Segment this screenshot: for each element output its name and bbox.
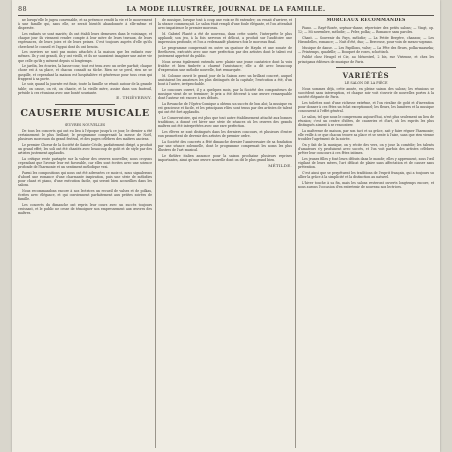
section-heading: VARIÉTÉS: [342, 70, 390, 80]
paragraph: Le jardin, les écuries, la basse-cour, tout est tenu avec un ordre parfait; chaque chose est à sa place, et chacun connaît sa tâche. Rien ne se perd, rien ne se gaspille, et cependant la maison est hospitalière et généreuse pour tous ceux qui frappent à sa porte.: [18, 64, 152, 81]
paragraph: La maîtresse de maison, par son tact et sa grâce, sait y faire régner l'harmonie; elle veille à ce que chacun trouve sa place et se sente à l'aise, sans que rien vienne troubler l'agrément de la soirée.: [298, 129, 434, 142]
section-subheading: ŒUVRES NOUVELLES: [64, 122, 106, 127]
magazine-page: [12, 0, 440, 452]
paragraph: Le théâtre italien annonce pour la saison prochaine plusieurs reprises importantes, ainsi qu'une œuvre nouvelle dont on dit le plus grand bien.: [158, 153, 292, 162]
paragraph: Le soir, quand la journée est finie, toute la famille se réunit autour de la grande table; on cause, on rit, on chante, et la vieille mère, assise dans son fauteuil, préside à ces réunions avec une bonté souriante.: [18, 82, 152, 95]
paragraph: On y fait de la musique, on y récite des vers, on y joue la comédie; les talents d'amateurs s'y produisent avec succès, et l'on voit parfois des artistes célèbres prêter leur concours à ces fêtes intimes.: [298, 143, 434, 156]
section-subheading: LE SALON DE LA PIÈCE: [344, 80, 388, 85]
paragraph: Le salon, tel que nous le comprenons aujourd'hui, n'est plus seulement un lieu de réunion; c'est un centre d'idées, de causeries et d'art, où les esprits les plus distingués aiment à se rencontrer.: [298, 115, 434, 128]
section-heading: MORCEAUX RECOMMANDÉS: [326, 18, 406, 23]
paragraph: L'hiver touche à sa fin, mais les salons resteront ouverts longtemps encore, et nous aurons l'occasion d'en entretenir de nouveau nos lectrices.: [298, 180, 434, 189]
paragraph: Les jeunes filles y font leurs débuts dans le monde; elles y apprennent, sous l'œil vigilant de leurs mères, l'art délicat de plaire sans affectation et de causer sans prétention.: [298, 157, 434, 170]
paragraph: Publié chez Heugel et Cie, au Ménestrel, 2 bis, rue Vivienne, et chez les principaux éditeurs de musique de Paris.: [298, 55, 434, 64]
paragraph: Le programme comprenait en outre un quatuor de Haydn et une sonate de Beethoven, exécutés avec une rare perfection par des artistes dont le talent est justement apprécié du public.: [158, 46, 292, 59]
section-rule: [55, 104, 115, 105]
paragraph: De tous les concerts qui ont eu lieu à l'époque jusqu'à ce jour, le dernier a été certainement le plus brillant; le programme comprenait la messe de Noël, plusieurs morceaux du grand festival, et des pages célèbres des maîtres anciens.: [18, 128, 152, 142]
running-title: LA MODE ILLUSTRÉE, JOURNAL DE LA FAMILLE.: [126, 5, 326, 13]
column-divider: [155, 18, 156, 448]
paragraph: Les ouvriers ne sont pas moins attachés à la maison que les enfants eux-mêmes. Ils y ont grandi, ils y ont vieilli, et ils ne sauraient imaginer une autre vie que celle qu'ils y mènent depuis si longtemps.: [18, 50, 152, 63]
column-divider: [295, 18, 296, 448]
paragraph: Le concours ouvert, il y a quelques mois, par la Société des compositeurs de musique vient de se terminer; le prix a été décerné à une œuvre remarquable dont l'auteur est encore à ses débuts.: [158, 88, 292, 101]
page-header: [18, 3, 434, 15]
paragraph: La Société des concerts a fêté dimanche dernier l'anniversaire de sa fondation par une séance solennelle, dont le programme comprenait les noms les plus illustres de l'art musical.: [158, 139, 292, 153]
paragraph: ne lorsqu'elle le jugea convenable, et sa présence rendit la vie et le mouvement à une famille qui, sans elle, se serait bientôt abandonnée à elle-même et dispersée.: [18, 18, 152, 31]
header-rule: [18, 15, 434, 16]
section-rule: [336, 67, 396, 68]
paragraph: Les concerts du dimanche ont repris leur cours avec un succès toujours croissant, et le public ne cesse de témoigner son empressement aux œuvres des maîtres.: [18, 203, 152, 216]
paragraph: Nous avons également entendu avec plaisir une jeune cantatrice dont la voix fraîche et bien timbrée a charmé l'assistance; elle a dit avec beaucoup d'expression une mélodie nouvelle, fort remarquée.: [158, 60, 292, 73]
paragraph: Le Conservatoire, qui est plus que tout autre établissement attaché aux bonnes traditions, a donné cet hiver une série de séances où les œuvres des grands maîtres ont été interprétées avec une rare perfection.: [158, 116, 292, 129]
paragraph: de musique, lorsque tout à coup une voix se fit entendre; on venait d'arriver, et la séance commençait. Le salon était rempli d'une foule élégante, et l'on attendait avec impatience le premier morceau.: [158, 18, 292, 31]
paragraph: Nous recommandons encore à nos lectrices un recueil de valses et de polkas, écrites avec élégance, et qui conviennent parfaitement aux petites soirées de famille.: [18, 189, 152, 202]
paragraph: Piano. — Rayé-Rosée, septuor-danse, répertoire des petits salons; — Vingt, op. 12; — Mi novembre, mélodie; — Peler, polka; — Romance sans paroles.: [298, 26, 434, 35]
paragraph: Musique de danse. — Les Papillons, valse; — La Fête des fleurs, polka-mazurka; — Printemps, quadrille; — Bouquet de roses, schottisch.: [298, 45, 434, 54]
paragraph: Nous sommes déjà, cette année, en pleine saison des salons; les réunions se succèdent sans interruption, et chaque soir voit s'ouvrir de nouvelles portes à la société élégante de Paris.: [298, 87, 434, 100]
paragraph: M. Gabriel Planté a été de nouveau, dans cette soirée, l'interprète le plus applaudi; son jeu, à la fois nerveux et délicat, a produit sur l'auditoire une impression profonde, et l'on a redemandé plusieurs fois le morceau final.: [158, 32, 292, 45]
page-number: 88: [18, 5, 28, 13]
column-middle: [158, 18, 292, 448]
paragraph: Parmi les compositions qui nous ont été adressées ce mois-ci, nous signalerons d'abord une romance d'une charmante inspiration, puis une série de mélodies pour chant et piano, d'une exécution facile, qui seront bien accueillies dans les salons.: [18, 170, 152, 188]
paragraph: C'est ainsi que se perpétuent les traditions de l'esprit français, qui a toujours su allier la grâce à la simplicité et la distinction au naturel.: [298, 171, 434, 180]
paragraph: Le premier Chœur de la Société de Sainte-Cécile, parfaitement dirigé, a produit un grand effet; les soli ont été chantés avec beaucoup de goût et de style par des artistes justement applaudis.: [18, 142, 152, 156]
author-signature: E. THIÉVERNY.: [116, 95, 152, 101]
column-right: [298, 18, 434, 448]
author-signature: MÉTILDE.: [268, 162, 292, 168]
paragraph: Les toilettes sont d'une richesse extrême, et l'on rivalise de goût et d'invention pour donner à ces fêtes un éclat exceptionnel; les fleurs, les lumières et la musique concourent à l'effet général.: [298, 101, 434, 114]
paragraph: Les élèves se sont distingués dans les derniers concours, et plusieurs d'entre eux promettent de devenir des artistes de premier ordre.: [158, 130, 292, 139]
paragraph: Chant. — Souvenir du Pays, mélodie; — La Petite Bergère, chanson; — Les Hirondelles, romance; — Nuit d'été, duo; — Berceuse, pour voix de mezzo-soprano.: [298, 35, 434, 44]
paragraph: Les enfants se sont mariés; ils ont établi leurs demeures dans le voisinage, et chaque jour ils viennent rendre compte à leur mère de leurs travaux, de leurs espérances, de leurs joies et de leurs peines. C'est toujours auprès d'elle qu'ils cherchent le conseil et l'appui dont ils ont besoin.: [18, 32, 152, 49]
paragraph: La critique reste partagée sur la valeur des œuvres nouvelles; nous croyons cependant que l'avenir leur est favorable, car elles sont écrites avec une science profonde de l'harmonie et un sentiment mélodique vrai.: [18, 156, 152, 170]
paragraph: La Revanche de l'Opéra-Comique a obtenu un succès de bon aloi; la musique en est gracieuse et facile, et les principaux rôles sont tenus par des artistes de talent qui ont été fort applaudis.: [158, 102, 292, 115]
column-left: [18, 18, 152, 448]
section-heading: CAUSERIE MUSICALE: [20, 107, 150, 119]
paragraph: M. Colonne ouvrit le grand jour de la Saison avec un brillant concert, auquel assistaient les amateurs les plus distingués de la capitale; l'exécution a été, d'un bout à l'autre, irréprochable.: [158, 74, 292, 87]
